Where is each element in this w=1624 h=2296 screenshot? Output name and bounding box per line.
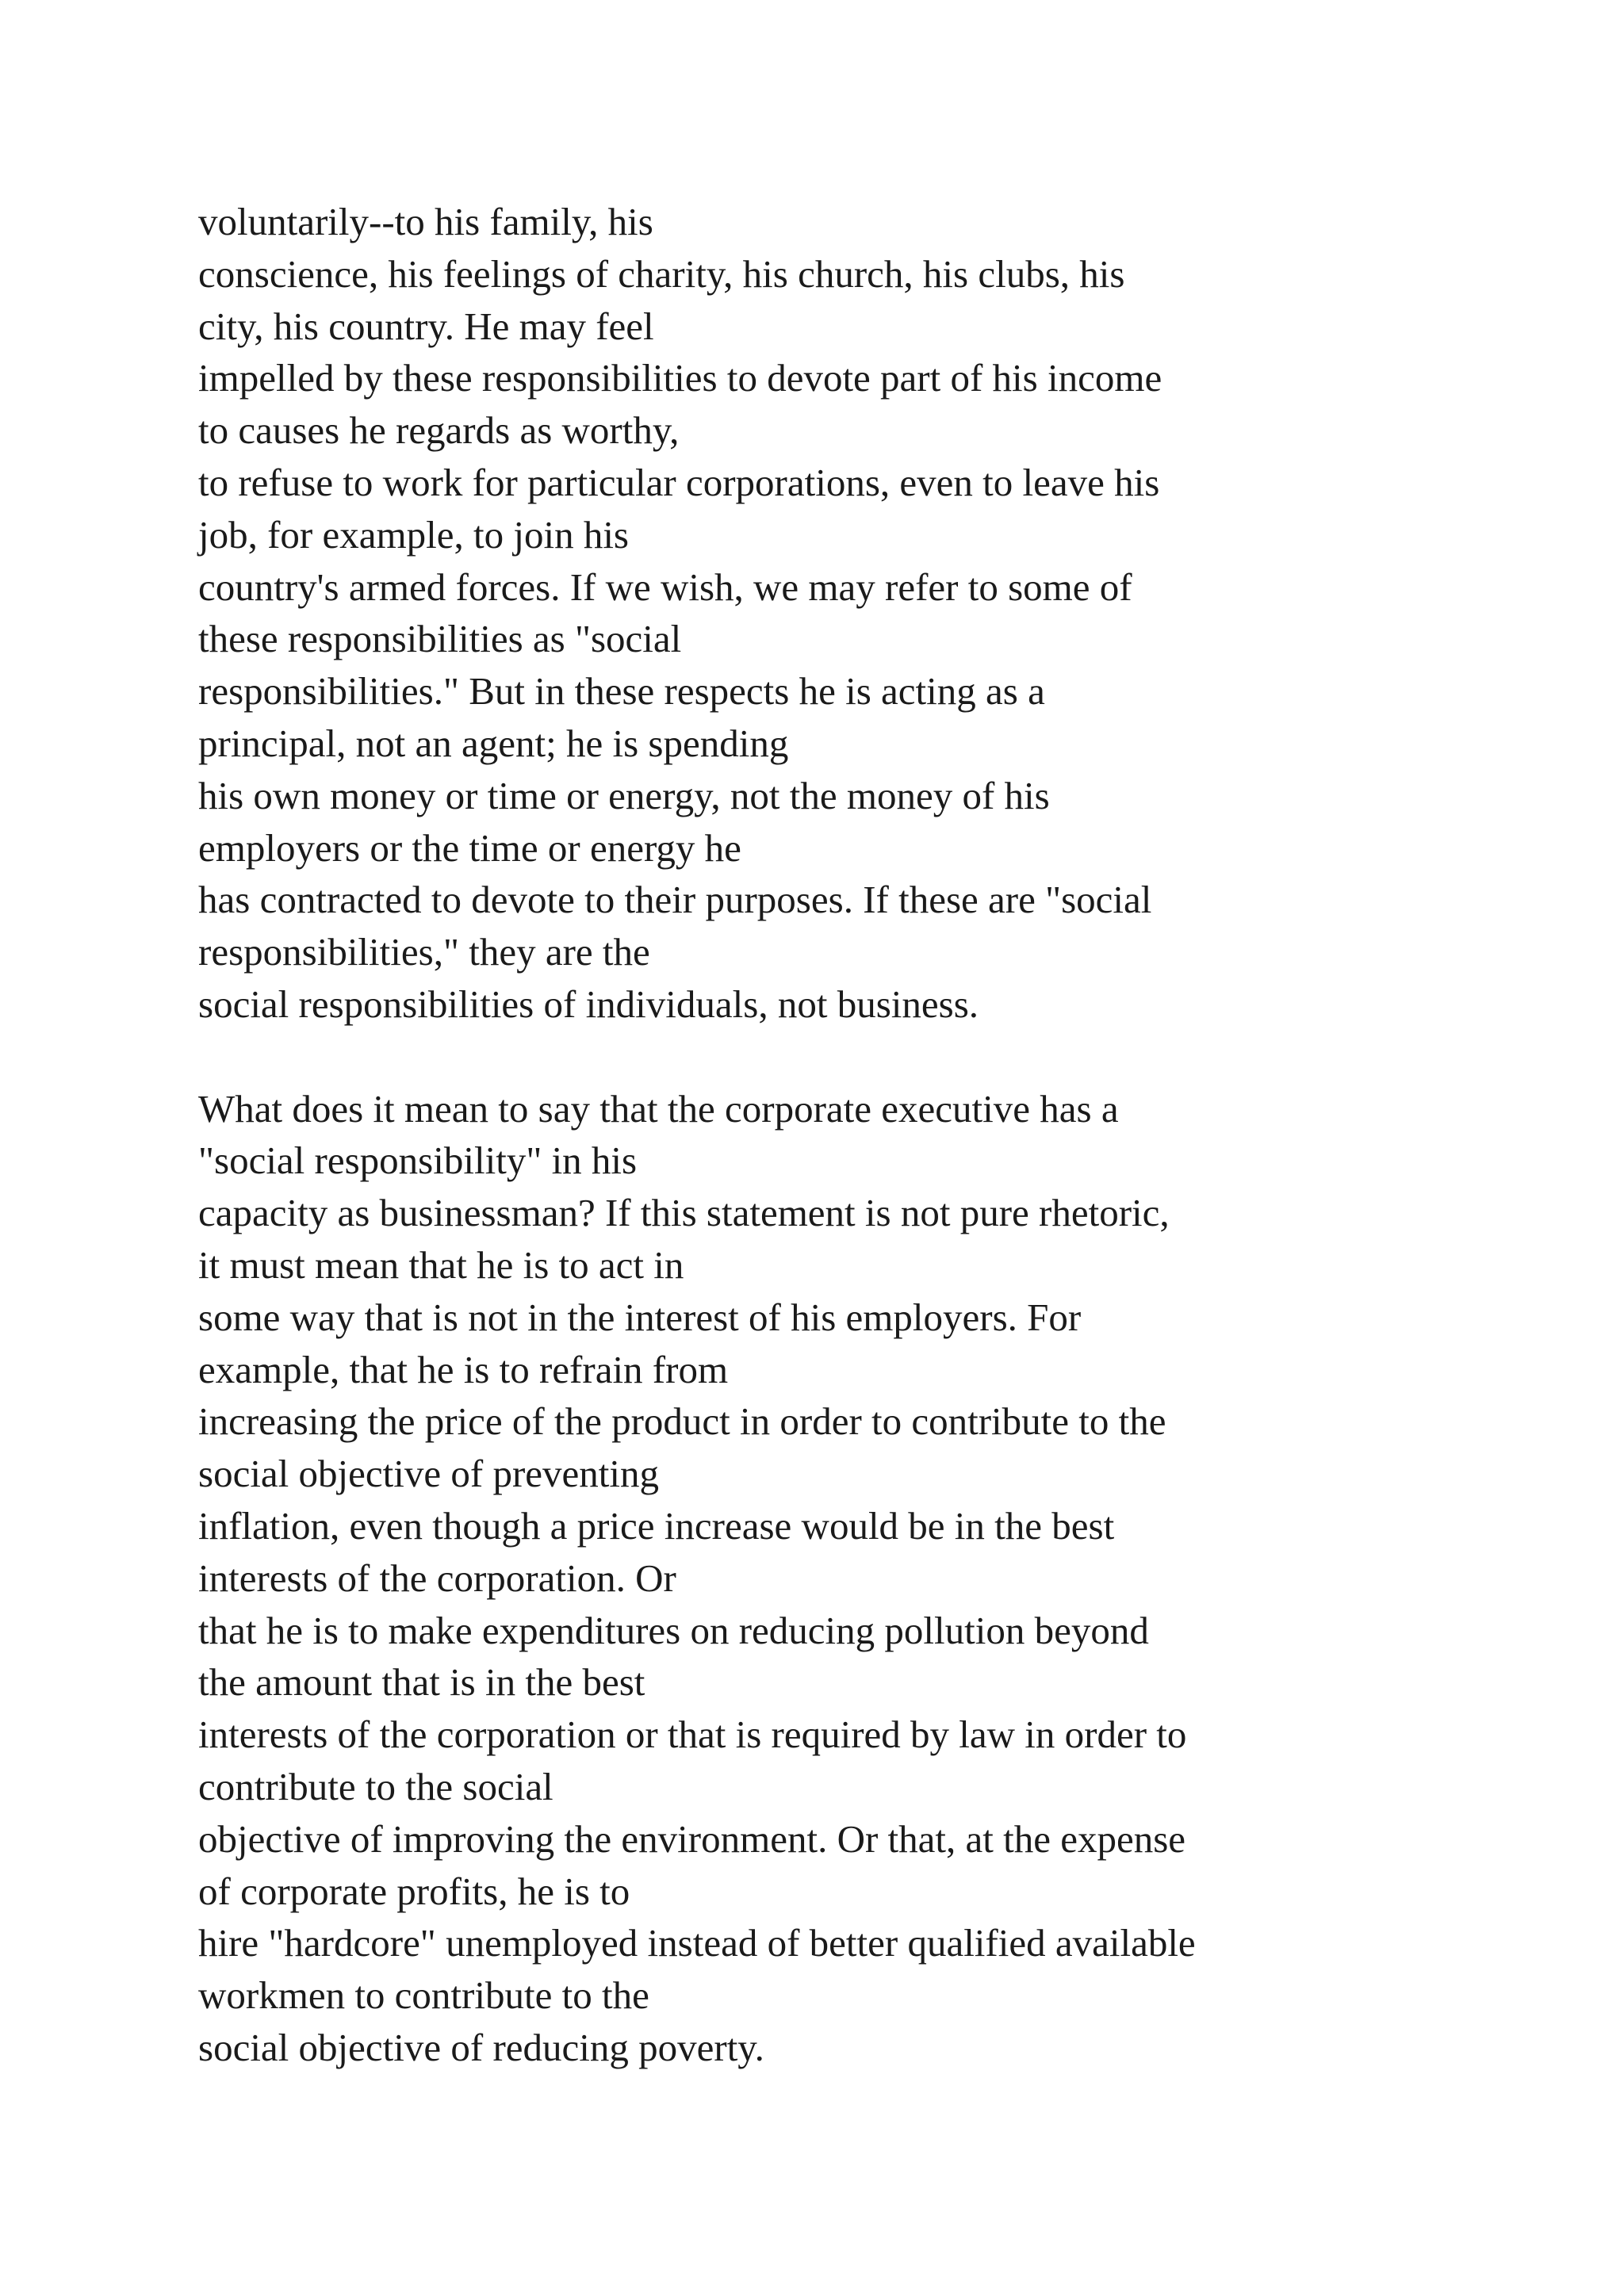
text-line: interests of the corporation or that is required by law in order to (198, 1712, 1187, 1757)
text-line: that he is to make expenditures on reducing pollution beyond (198, 1608, 1149, 1652)
text-line: principal, not an agent; he is spending (198, 721, 789, 765)
text-line: contribute to the social (198, 1764, 553, 1808)
text-line: has contracted to devote to their purposes. If these are "social (198, 878, 1152, 922)
document-page (198, 196, 1546, 2074)
text-line: "social responsibility" in his (198, 1138, 638, 1183)
text-line: conscience, his feelings of charity, his church, his clubs, his (198, 251, 1125, 296)
text-line: capacity as businessman? If this statement is not pure rhetoric, (198, 1191, 1170, 1235)
text-line: workmen to contribute to the (198, 1973, 649, 2018)
text-line: job, for example, to join his (198, 512, 629, 557)
text-line: interests of the corporation. Or (198, 1556, 676, 1600)
text-line: social responsibilities of individuals, not business. (198, 982, 979, 1026)
text-line: example, that he is to refrain from (198, 1347, 729, 1391)
paragraph-spacer (198, 1031, 1546, 1083)
text-line: these responsibilities as "social (198, 617, 682, 661)
text-line: city, his country. He may feel (198, 304, 654, 348)
text-line: responsibilities." But in these respects he is acting as a (198, 669, 1045, 714)
text-line: increasing the price of the product in order to contribute to the (198, 1399, 1166, 1444)
text-line: the amount that is in the best (198, 1660, 645, 1705)
text-line: responsibilities," they are the (198, 930, 650, 974)
paragraph-2 (198, 1083, 1546, 2074)
text-line: social objective of reducing poverty. (198, 2025, 764, 2069)
paragraph-1 (198, 196, 1546, 1031)
text-line: it must mean that he is to act in (198, 1242, 684, 1287)
text-line: voluntarily--to his family, his (198, 200, 653, 243)
text-line: to causes he regards as worthy, (198, 408, 680, 453)
text-line: to refuse to work for particular corporations, even to leave his (198, 460, 1160, 504)
text-line: social objective of preventing (198, 1452, 659, 1496)
text-line: of corporate profits, he is to (198, 1869, 630, 1913)
text-line: country's armed forces. If we wish, we may refer to some of (198, 564, 1132, 609)
text-line: inflation, even though a price increase would be in the best (198, 1503, 1115, 1548)
text-line: his own money or time or energy, not the money of his (198, 773, 1050, 817)
text-line: hire "hardcore" unemployed instead of better qualified available (198, 1921, 1196, 1965)
text-line: objective of improving the environment. Or that, at the expense (198, 1816, 1186, 1861)
text-line: impelled by these responsibilities to devote part of his income (198, 356, 1162, 400)
text-line: some way that is not in the interest of his employers. For (198, 1295, 1082, 1339)
text-line: What does it mean to say that the corporate executive has a (198, 1086, 1119, 1131)
text-line: employers or the time or energy he (198, 825, 741, 870)
